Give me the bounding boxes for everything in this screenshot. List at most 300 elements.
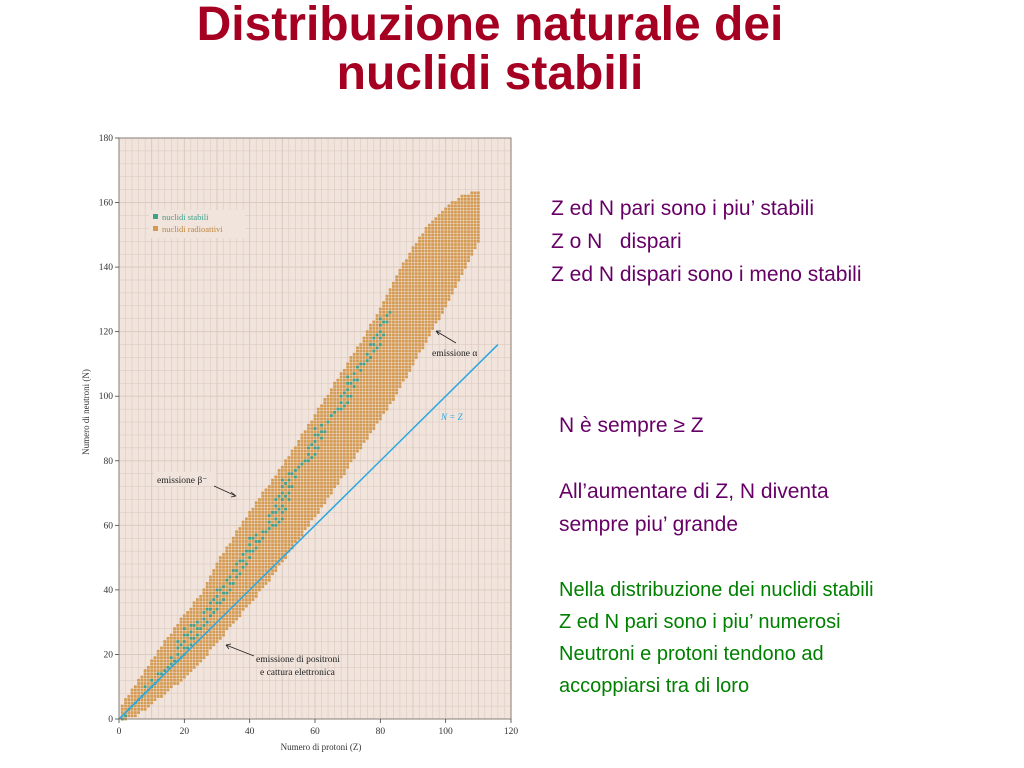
radioactive-point	[441, 246, 444, 249]
notes-middle-line-1: N è sempre ≥ Z	[559, 414, 704, 437]
radioactive-point	[320, 492, 323, 495]
radioactive-point	[353, 421, 356, 424]
radioactive-point	[402, 324, 405, 327]
radioactive-point	[363, 405, 366, 408]
radioactive-point	[412, 311, 415, 314]
radioactive-point	[448, 208, 451, 211]
radioactive-point	[206, 595, 209, 598]
radioactive-point	[395, 317, 398, 320]
radioactive-point	[376, 353, 379, 356]
radioactive-point	[356, 421, 359, 424]
radioactive-point	[232, 589, 235, 592]
radioactive-point	[350, 414, 353, 417]
radioactive-point	[385, 324, 388, 327]
radioactive-point	[121, 708, 124, 711]
radioactive-point	[448, 204, 451, 207]
radioactive-point	[297, 492, 300, 495]
radioactive-point	[310, 511, 313, 514]
radioactive-point	[385, 372, 388, 375]
radioactive-point	[399, 272, 402, 275]
radioactive-point	[444, 211, 447, 214]
radioactive-point	[297, 514, 300, 517]
radioactive-point	[284, 479, 287, 482]
radioactive-point	[392, 295, 395, 298]
radioactive-point	[356, 405, 359, 408]
radioactive-point	[261, 559, 264, 562]
radioactive-point	[385, 408, 388, 411]
radioactive-point	[340, 447, 343, 450]
radioactive-point	[131, 695, 134, 698]
radioactive-point	[232, 618, 235, 621]
radioactive-point	[389, 401, 392, 404]
radioactive-point	[127, 714, 130, 717]
radioactive-point	[252, 508, 255, 511]
radioactive-point	[399, 363, 402, 366]
radioactive-point	[438, 311, 441, 314]
radioactive-point	[434, 282, 437, 285]
radioactive-point	[343, 408, 346, 411]
radioactive-point	[444, 240, 447, 243]
radioactive-point	[431, 288, 434, 291]
radioactive-point	[307, 450, 310, 453]
radioactive-point	[274, 492, 277, 495]
radioactive-point	[327, 456, 330, 459]
radioactive-point	[408, 292, 411, 295]
radioactive-point	[180, 679, 183, 682]
radioactive-point	[274, 543, 277, 546]
radioactive-point	[327, 447, 330, 450]
radioactive-point	[235, 553, 238, 556]
radioactive-point	[206, 640, 209, 643]
radioactive-point	[225, 608, 228, 611]
radioactive-point	[219, 634, 222, 637]
radioactive-point	[418, 250, 421, 253]
radioactive-point	[389, 372, 392, 375]
radioactive-point	[372, 382, 375, 385]
radioactive-point	[323, 417, 326, 420]
radioactive-point	[278, 537, 281, 540]
radioactive-point	[160, 692, 163, 695]
radioactive-point	[317, 469, 320, 472]
radioactive-point	[405, 295, 408, 298]
radioactive-point	[323, 427, 326, 430]
radioactive-point	[425, 340, 428, 343]
radioactive-point	[412, 356, 415, 359]
radioactive-point	[297, 488, 300, 491]
radioactive-point	[131, 714, 134, 717]
radioactive-point	[428, 250, 431, 253]
radioactive-point	[372, 379, 375, 382]
stable-point	[297, 466, 300, 469]
radioactive-point	[229, 569, 232, 572]
radioactive-point	[428, 243, 431, 246]
radioactive-point	[405, 269, 408, 272]
radioactive-point	[340, 424, 343, 427]
radioactive-point	[186, 643, 189, 646]
radioactive-point	[415, 324, 418, 327]
radioactive-point	[441, 256, 444, 259]
radioactive-point	[310, 476, 313, 479]
radioactive-point	[173, 666, 176, 669]
radioactive-point	[294, 447, 297, 450]
radioactive-point	[425, 298, 428, 301]
radioactive-point	[461, 240, 464, 243]
radioactive-point	[327, 405, 330, 408]
radioactive-point	[356, 392, 359, 395]
stable-point	[212, 598, 215, 601]
radioactive-point	[474, 195, 477, 198]
radioactive-point	[284, 514, 287, 517]
radioactive-point	[193, 630, 196, 633]
radioactive-point	[392, 385, 395, 388]
radioactive-point	[242, 589, 245, 592]
radioactive-point	[425, 230, 428, 233]
radioactive-point	[431, 246, 434, 249]
radioactive-point	[363, 440, 366, 443]
radioactive-point	[255, 543, 258, 546]
radioactive-point	[127, 711, 130, 714]
radioactive-point	[431, 295, 434, 298]
radioactive-point	[284, 498, 287, 501]
stable-point	[235, 576, 238, 579]
title-line-1: Distribuzione naturale dei	[196, 0, 784, 51]
radioactive-point	[454, 204, 457, 207]
radioactive-point	[415, 350, 418, 353]
radioactive-point	[467, 230, 470, 233]
radioactive-point	[346, 434, 349, 437]
radioactive-point	[216, 582, 219, 585]
radioactive-point	[245, 540, 248, 543]
radioactive-point	[356, 434, 359, 437]
radioactive-point	[454, 214, 457, 217]
radioactive-point	[448, 269, 451, 272]
radioactive-point	[457, 272, 460, 275]
radioactive-point	[271, 492, 274, 495]
radioactive-point	[229, 595, 232, 598]
radioactive-point	[457, 221, 460, 224]
radioactive-point	[271, 527, 274, 530]
radioactive-point	[291, 527, 294, 530]
radioactive-point	[353, 359, 356, 362]
radioactive-point	[180, 676, 183, 679]
stable-point	[203, 618, 206, 621]
radioactive-point	[379, 321, 382, 324]
radioactive-point	[193, 650, 196, 653]
radioactive-point	[438, 282, 441, 285]
radioactive-point	[444, 266, 447, 269]
radioactive-point	[470, 243, 473, 246]
radioactive-point	[206, 582, 209, 585]
radioactive-point	[425, 227, 428, 230]
radioactive-point	[333, 398, 336, 401]
radioactive-point	[470, 237, 473, 240]
radioactive-point	[438, 240, 441, 243]
radioactive-point	[310, 434, 313, 437]
radioactive-point	[441, 243, 444, 246]
radioactive-point	[438, 288, 441, 291]
radioactive-point	[281, 550, 284, 553]
radioactive-point	[189, 614, 192, 617]
radioactive-point	[274, 514, 277, 517]
radioactive-point	[415, 250, 418, 253]
radioactive-point	[248, 521, 251, 524]
radioactive-point	[399, 301, 402, 304]
radioactive-point	[304, 498, 307, 501]
radioactive-point	[212, 585, 215, 588]
radioactive-point	[457, 208, 460, 211]
radioactive-point	[408, 298, 411, 301]
radioactive-point	[395, 288, 398, 291]
radioactive-point	[245, 566, 248, 569]
radioactive-point	[265, 550, 268, 553]
radioactive-point	[376, 372, 379, 375]
radioactive-point	[206, 614, 209, 617]
radioactive-point	[418, 240, 421, 243]
radioactive-point	[196, 643, 199, 646]
radioactive-point	[297, 508, 300, 511]
stable-point	[209, 608, 212, 611]
radioactive-point	[261, 582, 264, 585]
radioactive-point	[199, 598, 202, 601]
stable-point	[287, 485, 290, 488]
radioactive-point	[412, 353, 415, 356]
radioactive-point	[252, 556, 255, 559]
radioactive-point	[238, 534, 241, 537]
radioactive-point	[268, 537, 271, 540]
radioactive-point	[255, 579, 258, 582]
radioactive-point	[180, 663, 183, 666]
radioactive-point	[252, 540, 255, 543]
radioactive-point	[457, 246, 460, 249]
radioactive-point	[157, 692, 160, 695]
radioactive-point	[199, 614, 202, 617]
radioactive-point	[461, 201, 464, 204]
radioactive-point	[336, 405, 339, 408]
radioactive-point	[359, 366, 362, 369]
stable-point	[307, 459, 310, 462]
radioactive-point	[281, 466, 284, 469]
radioactive-point	[395, 330, 398, 333]
radioactive-point	[369, 359, 372, 362]
radioactive-point	[477, 195, 480, 198]
legend-radioactive-swatch	[153, 226, 158, 231]
radioactive-point	[304, 485, 307, 488]
radioactive-point	[137, 708, 140, 711]
radioactive-point	[327, 488, 330, 491]
radioactive-point	[340, 379, 343, 382]
radioactive-point	[232, 543, 235, 546]
radioactive-point	[183, 672, 186, 675]
radioactive-point	[327, 485, 330, 488]
radioactive-point	[392, 372, 395, 375]
radioactive-point	[421, 340, 424, 343]
radioactive-point	[359, 427, 362, 430]
radioactive-point	[327, 434, 330, 437]
radioactive-point	[176, 682, 179, 685]
radioactive-point	[385, 375, 388, 378]
radioactive-point	[379, 388, 382, 391]
radioactive-point	[268, 559, 271, 562]
radioactive-point	[258, 514, 261, 517]
stable-point	[287, 472, 290, 475]
radioactive-point	[274, 550, 277, 553]
radioactive-point	[183, 637, 186, 640]
radioactive-point	[402, 350, 405, 353]
radioactive-point	[301, 456, 304, 459]
radioactive-point	[229, 550, 232, 553]
radioactive-point	[301, 459, 304, 462]
radioactive-point	[219, 614, 222, 617]
radioactive-point	[477, 233, 480, 236]
radioactive-point	[372, 414, 375, 417]
stable-point	[274, 511, 277, 514]
radioactive-point	[274, 508, 277, 511]
radioactive-point	[307, 485, 310, 488]
radioactive-point	[278, 518, 281, 521]
stable-point	[314, 453, 317, 456]
radioactive-point	[448, 233, 451, 236]
stable-point	[232, 569, 235, 572]
radioactive-point	[350, 447, 353, 450]
radioactive-point	[203, 598, 206, 601]
radioactive-point	[369, 417, 372, 420]
radioactive-point	[372, 353, 375, 356]
radioactive-point	[314, 479, 317, 482]
radioactive-point	[186, 611, 189, 614]
radioactive-point	[389, 353, 392, 356]
radioactive-point	[297, 456, 300, 459]
radioactive-point	[222, 569, 225, 572]
radioactive-point	[356, 369, 359, 372]
radioactive-point	[457, 204, 460, 207]
radioactive-point	[438, 221, 441, 224]
stable-point	[248, 556, 251, 559]
radioactive-point	[425, 253, 428, 256]
radioactive-point	[304, 434, 307, 437]
radioactive-point	[196, 624, 199, 627]
radioactive-point	[291, 482, 294, 485]
radioactive-point	[320, 469, 323, 472]
radioactive-point	[412, 279, 415, 282]
radioactive-point	[379, 398, 382, 401]
radioactive-point	[363, 424, 366, 427]
radioactive-point	[297, 476, 300, 479]
radioactive-point	[327, 495, 330, 498]
radioactive-point	[242, 579, 245, 582]
radioactive-point	[444, 214, 447, 217]
radioactive-point	[248, 576, 251, 579]
radioactive-point	[301, 514, 304, 517]
radioactive-point	[284, 547, 287, 550]
radioactive-point	[385, 337, 388, 340]
radioactive-point	[451, 208, 454, 211]
radioactive-point	[314, 437, 317, 440]
radioactive-point	[425, 324, 428, 327]
radioactive-point	[307, 524, 310, 527]
radioactive-point	[297, 501, 300, 504]
radioactive-point	[144, 679, 147, 682]
radioactive-point	[258, 521, 261, 524]
radioactive-point	[258, 553, 261, 556]
stable-point	[372, 337, 375, 340]
radioactive-point	[366, 430, 369, 433]
radioactive-point	[287, 547, 290, 550]
radioactive-point	[304, 440, 307, 443]
stable-point	[385, 321, 388, 324]
radioactive-point	[137, 705, 140, 708]
radioactive-point	[428, 253, 431, 256]
radioactive-point	[441, 285, 444, 288]
radioactive-point	[196, 653, 199, 656]
radioactive-point	[284, 534, 287, 537]
radioactive-point	[291, 495, 294, 498]
radioactive-point	[196, 660, 199, 663]
radioactive-point	[470, 253, 473, 256]
radioactive-point	[252, 595, 255, 598]
radioactive-point	[209, 605, 212, 608]
radioactive-point	[317, 511, 320, 514]
radioactive-point	[170, 640, 173, 643]
radioactive-point	[461, 211, 464, 214]
radioactive-point	[173, 650, 176, 653]
radioactive-point	[167, 643, 170, 646]
radioactive-point	[343, 453, 346, 456]
radioactive-point	[199, 618, 202, 621]
radioactive-point	[261, 518, 264, 521]
radioactive-point	[265, 566, 268, 569]
radioactive-point	[467, 195, 470, 198]
radioactive-point	[346, 440, 349, 443]
radioactive-point	[428, 330, 431, 333]
radioactive-point	[343, 443, 346, 446]
radioactive-point	[399, 317, 402, 320]
radioactive-point	[467, 224, 470, 227]
radioactive-point	[448, 240, 451, 243]
radioactive-point	[392, 282, 395, 285]
radioactive-point	[379, 375, 382, 378]
radioactive-point	[170, 650, 173, 653]
radioactive-point	[317, 482, 320, 485]
radioactive-point	[229, 618, 232, 621]
radioactive-point	[408, 282, 411, 285]
radioactive-point	[382, 382, 385, 385]
radioactive-point	[261, 492, 264, 495]
radioactive-point	[402, 304, 405, 307]
radioactive-point	[291, 469, 294, 472]
radioactive-point	[376, 321, 379, 324]
stable-point	[281, 518, 284, 521]
radioactive-point	[399, 327, 402, 330]
radioactive-point	[421, 337, 424, 340]
radioactive-point	[209, 582, 212, 585]
radioactive-point	[258, 524, 261, 527]
radioactive-point	[428, 227, 431, 230]
radioactive-point	[265, 511, 268, 514]
radioactive-point	[408, 256, 411, 259]
radioactive-point	[477, 221, 480, 224]
radioactive-point	[441, 259, 444, 262]
radioactive-point	[425, 269, 428, 272]
radioactive-point	[372, 375, 375, 378]
radioactive-point	[399, 382, 402, 385]
annotation-positron-label-1: emissione di positroni	[256, 655, 340, 665]
radioactive-point	[353, 437, 356, 440]
radioactive-point	[385, 369, 388, 372]
radioactive-point	[369, 424, 372, 427]
radioactive-point	[304, 482, 307, 485]
radioactive-point	[320, 482, 323, 485]
radioactive-point	[340, 450, 343, 453]
